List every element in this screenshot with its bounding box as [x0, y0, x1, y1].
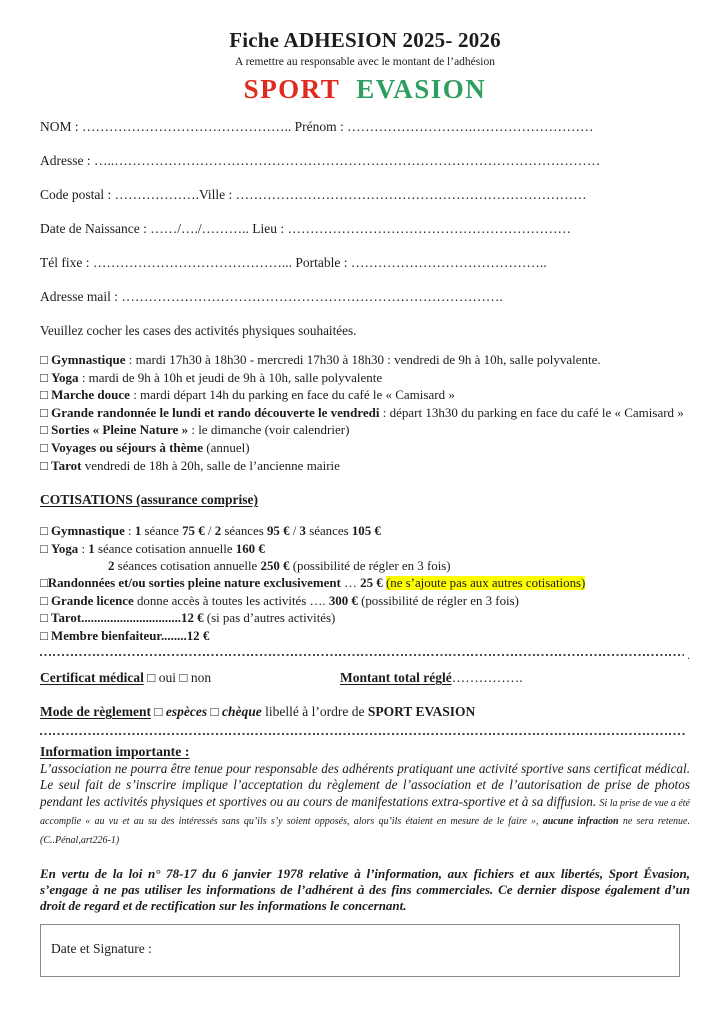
text-segment: espèces	[165, 704, 208, 719]
form-fields	[40, 119, 690, 305]
text-segment: (ne s’ajoute pas aux autres cotisations)	[385, 576, 586, 591]
checkbox-icon[interactable]: □	[154, 704, 163, 719]
checkbox-icon[interactable]: □	[40, 439, 48, 455]
text-segment: : le dimanche (voir calendrier)	[188, 422, 350, 438]
activity-item	[40, 386, 690, 404]
checkbox-icon[interactable]: □	[40, 593, 48, 608]
text-segment: 1	[134, 524, 142, 539]
text-segment: 250 €	[260, 558, 290, 573]
info-paragraph	[40, 761, 690, 850]
form-field-line: Tél fixe : ……………………………………... Portable : ……………………………………..	[40, 255, 547, 270]
text-segment: (possibilité de régler en 3 fois)	[289, 558, 451, 573]
text-segment: Marche douce	[51, 387, 130, 403]
brand-word-evasion: EVASION	[356, 74, 487, 104]
checkbox-icon[interactable]: □	[179, 670, 188, 685]
separator-trailing: .	[687, 648, 690, 662]
activities-intro: Veuillez cocher les cases des activités physiques souhaitées.	[40, 323, 357, 338]
dashed-rule	[40, 654, 684, 656]
text-segment: /	[289, 524, 300, 539]
checkbox-icon[interactable]: □	[40, 352, 48, 367]
text-segment: Gymnastique	[51, 352, 126, 367]
cotisations-list	[40, 523, 690, 645]
cotisation-item	[40, 610, 690, 627]
checkbox-icon[interactable]: □	[147, 670, 156, 685]
text-segment: non	[187, 670, 212, 685]
brand-word-sport: SPORT	[243, 74, 341, 104]
text-segment: oui	[155, 670, 180, 685]
form-field-line: Date de Naissance : ……/…./……….. Lieu : ………………………………………………………	[40, 221, 571, 236]
text-segment: SPORT EVASION	[367, 704, 476, 719]
brand-logo	[40, 74, 690, 105]
text-segment: séance cotisation annuelle	[94, 541, 236, 556]
text-segment: Si la prise de vue a été accomplie « au vu et au su des intéressés sans qu’ils s’y soient opposés, alors qu’ils étaient en mesure de le faire »,	[40, 797, 690, 828]
page-subtitle: A remettre au responsable avec le montant de l’adhésion	[235, 56, 495, 68]
page-title: Fiche ADHESION 2025- 2026	[229, 28, 501, 52]
text-segment: Voyages ou séjours à thème	[51, 439, 204, 455]
text-segment: 95 €	[266, 524, 290, 539]
text-segment: 75 €	[182, 524, 205, 539]
montant-total-line	[340, 669, 523, 686]
cotisation-item	[40, 541, 690, 558]
activity-item	[40, 369, 690, 387]
form-field-line: Code postal : ……………….Ville : ……………………………………………………………………	[40, 187, 587, 202]
signature-box	[40, 924, 680, 977]
checkbox-icon[interactable]: □	[40, 611, 48, 626]
form-field-line: Adresse : …..………………………………………………………………………………………………	[40, 153, 601, 168]
text-segment: 1	[88, 541, 95, 556]
cotisation-item	[40, 593, 690, 610]
text-segment: 3	[299, 524, 306, 539]
medical-row	[40, 669, 690, 686]
text-segment: 2	[108, 558, 115, 573]
text-segment: (annuel)	[203, 439, 250, 455]
text-segment: …………….	[451, 670, 523, 685]
text-segment: Yoga	[51, 369, 79, 385]
checkbox-icon[interactable]: □	[40, 369, 48, 385]
info-heading: Information importante :	[40, 743, 190, 759]
checkbox-icon[interactable]: □	[40, 404, 48, 420]
text-segment: Montant total réglé	[340, 670, 452, 685]
text-segment: Grande licence	[51, 593, 134, 608]
text-segment: Gymnastique	[51, 524, 125, 539]
activity-item	[40, 351, 690, 369]
text-segment: Mode de règlement	[40, 704, 151, 719]
text-segment: Sorties « Pleine Nature »	[51, 422, 189, 438]
checkbox-icon[interactable]: □	[40, 628, 48, 643]
cotisation-item	[40, 523, 690, 540]
activities-list	[40, 351, 690, 474]
text-segment: 160 €	[235, 541, 265, 556]
signature-label: Date et Signature :	[51, 941, 152, 957]
activity-item	[40, 421, 690, 439]
text-segment: (si pas d’autres activités)	[203, 611, 336, 626]
activity-item	[40, 404, 690, 422]
text-segment: Yoga	[51, 541, 79, 556]
form-field-line: NOM : ……………………………………….. Prénom : ……………………….………………………	[40, 119, 594, 134]
text-segment: donne accès à toutes les activités ….	[133, 593, 329, 608]
text-segment: :	[78, 541, 89, 556]
text-segment: aucune infraction	[542, 816, 619, 828]
text-segment: 300 €	[328, 593, 358, 608]
law-paragraph: En vertu de la loi n° 78-17 du 6 janvier 1978 relative à l’information, aux fichiers et aux libertés, Sport Évasion, s’engage à ne pas utiliser les informations de l’adhérent à des fins commerciales. Ce dernier dispose également d’un droit de regard et de rectification sur les informations le concernant.	[40, 865, 690, 913]
checkbox-icon[interactable]: □	[40, 576, 48, 591]
cotisations-heading: COTISATIONS (assurance comprise)	[40, 492, 259, 508]
text-segment: :	[124, 524, 135, 539]
checkbox-icon[interactable]: □	[210, 704, 219, 719]
text-segment: vendredi de 18h à 20h, salle de l’ancienne mairie	[81, 457, 340, 473]
text-segment: séance	[141, 524, 183, 539]
text-segment: : départ 13h30 du parking en face du café le « Camisard »	[379, 404, 684, 420]
text-segment: 105 €	[351, 524, 381, 539]
text-segment: Randonnées et/ou sorties pleine nature exclusivement	[47, 576, 341, 591]
cotisation-item	[40, 628, 690, 645]
text-segment: 25 €	[360, 576, 383, 591]
text-segment: (possibilité de régler en 3 fois)	[357, 593, 519, 608]
dashed-rule	[40, 733, 687, 735]
text-segment: Membre bienfaiteur........12 €	[51, 628, 210, 643]
text-segment: …	[340, 576, 361, 591]
separator-line-1	[40, 649, 690, 661]
text-segment: Grande randonnée le lundi et rando découverte le vendredi	[51, 404, 380, 420]
checkbox-icon[interactable]: □	[40, 422, 48, 438]
text-segment: Tarot	[51, 457, 82, 473]
text-segment: libellé à l’ordre de	[261, 704, 368, 719]
checkbox-icon[interactable]: □	[40, 541, 48, 556]
text-segment: Tarot...............................12 €	[51, 611, 204, 626]
activity-item	[40, 457, 690, 475]
mode-reglement-line	[40, 703, 690, 720]
text-segment: 2	[214, 524, 222, 539]
text-segment: : mardi de 9h à 10h et jeudi de 9h à 10h, salle polyvalente	[78, 369, 383, 385]
text-segment: L’association ne pourra être tenue pour responsable des adhérents pratiquant une activité sportive sans certificat médical. Le seul fait de s’inscrire implique l’acceptation du règlement de l’association et de l’autorisation de prise de photos pendant les activités physiques et sportives ou au cours de manifestations extra-sportive et à sa diffusion.	[40, 760, 690, 809]
activity-item	[40, 439, 690, 457]
checkbox-icon[interactable]: □	[40, 524, 48, 539]
text-segment: : mardi 17h30 à 18h30 - mercredi 17h30 à 18h30 : vendredi de 9h à 10h, salle polyvalente.	[125, 352, 601, 367]
text-segment: séances	[306, 524, 352, 539]
certificat-medical-line	[40, 669, 340, 686]
separator-line-2	[40, 733, 690, 735]
text-segment: séances cotisation annuelle	[114, 558, 261, 573]
checkbox-icon[interactable]: □	[40, 457, 48, 473]
text-segment: séances	[221, 524, 267, 539]
checkbox-icon[interactable]: □	[40, 387, 48, 403]
text-segment: Certificat médical	[40, 670, 144, 685]
text-segment: ne sera retenue.(C..Pénal,art226-1)	[40, 816, 690, 846]
form-field-line: Adresse mail : ………………………………………………………………………….	[40, 289, 503, 304]
cotisation-item	[40, 575, 690, 592]
text-segment: chèque	[222, 704, 262, 719]
text-segment: /	[204, 524, 215, 539]
cotisation-item	[108, 558, 690, 575]
text-segment: : mardi départ 14h du parking en face du café le « Camisard »	[129, 387, 455, 403]
